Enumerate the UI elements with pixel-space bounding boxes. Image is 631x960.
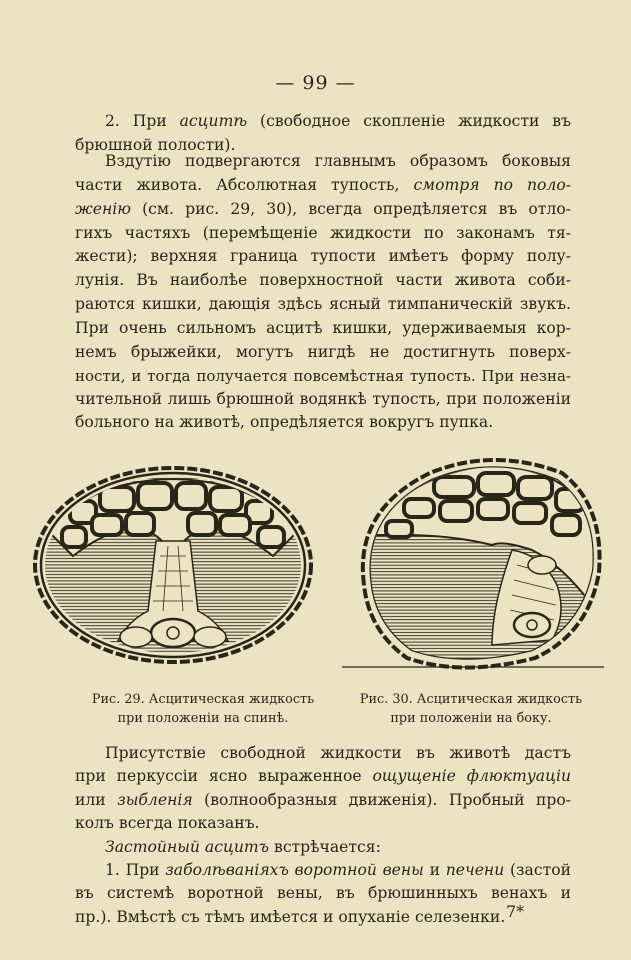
figure-29-caption: Рис. 29. Асцитическая жидкость при положеніи на спинѣ. xyxy=(91,692,315,727)
text-line: Присутствіе свободной жидкости въ животѣ дастъ xyxy=(105,744,571,762)
text-line: больного на животѣ, опредѣляется вокругъ пупка. xyxy=(75,413,494,432)
text-line: или зыбленія (волнообразныя движенія). Пробный про- xyxy=(75,790,571,809)
text-line: въ системѣ воротной вены, въ брюшинныхъ венахъ и xyxy=(75,884,571,903)
text-line: Вздутію подвергаются главнымъ образомъ боковыя xyxy=(105,152,571,170)
text-line: части живота. Абсолютная тупость, смотря по поло- xyxy=(75,175,571,194)
text-line: немъ брыжейки, могутъ нигдѣ не достигнуть поверх- xyxy=(75,342,571,361)
text-line: колъ всегда показанъ. xyxy=(75,814,260,833)
figures xyxy=(0,455,631,685)
text-line: 1. При заболѣваніяхъ воротной вены и печени (застой xyxy=(105,860,571,879)
text-line: лунія. Въ наиболѣе поверхностной части живота соби- xyxy=(75,271,571,290)
text-line: 2. При асцитѣ (свободное скопленіе жидкости въ xyxy=(105,112,571,130)
page-number: — 99 — xyxy=(275,72,356,94)
text-line: брюшной полости). xyxy=(75,135,236,154)
text-line: пр.). Вмѣстѣ съ тѣмъ имѣется и опуханіе селезенки. xyxy=(75,907,506,926)
text-line: при перкуссіи ясно выраженное ощущеніе флюктуаціи xyxy=(75,767,571,786)
text-line: гихъ частяхъ (перемѣщеніе жидкости по законамъ тя- xyxy=(75,223,571,242)
paragraph-fluctuation xyxy=(75,742,571,929)
text-line: При очень сильномъ асцитѣ кишки, удерживаемыя кор- xyxy=(75,318,571,337)
signature-mark: 7* xyxy=(506,902,525,921)
text-line: Застойный асцитъ встрѣчается: xyxy=(105,837,381,856)
text-line: женію (см. рис. 29, 30), всегда опредѣляется въ отло- xyxy=(75,199,571,218)
text-line: ности, и тогда получается повсемѣстная тупость. При незна- xyxy=(75,366,571,385)
figure-30-caption: Рис. 30. Асцитическая жидкость при положеніи на боку. xyxy=(359,692,583,727)
paragraph-dullness xyxy=(75,150,571,435)
text-line: раются кишки, дающія здѣсь ясный тимпаническій звукъ. xyxy=(75,295,571,314)
text-line: жести); верхняя граница тупости имѣетъ форму полу- xyxy=(75,247,571,266)
figure-30-cross-section-lateral xyxy=(342,455,604,673)
text-line: чительной лишь брюшной водянкѣ тупость, при положеніи xyxy=(75,389,571,408)
figure-29-cross-section-supine xyxy=(28,461,318,669)
